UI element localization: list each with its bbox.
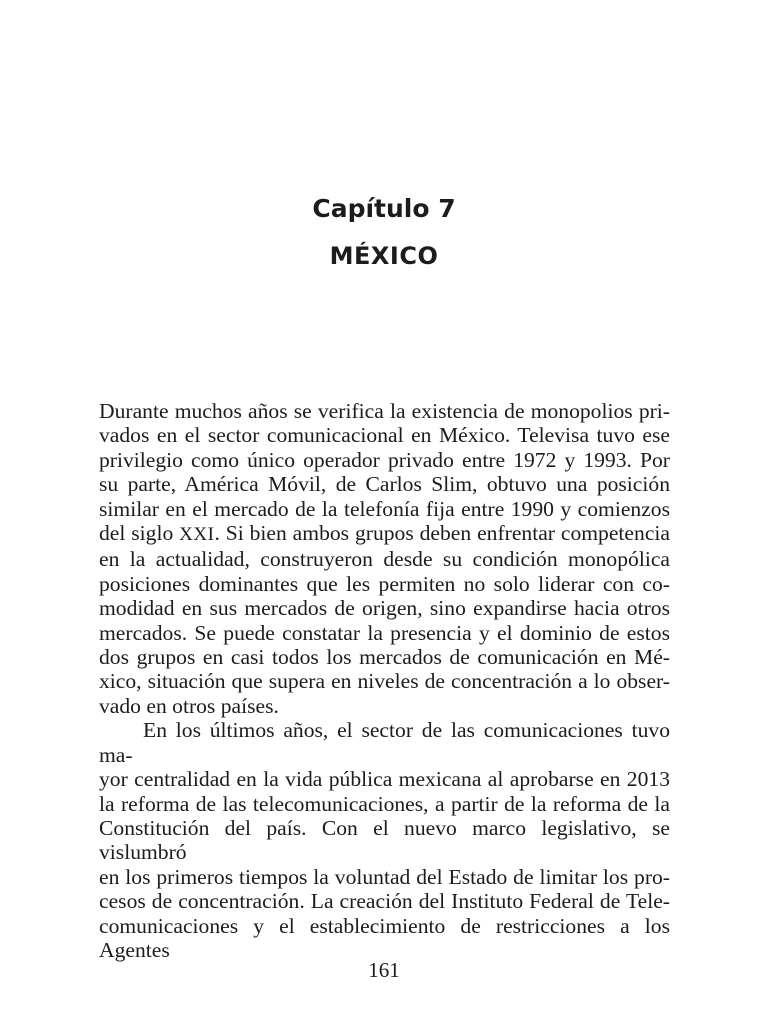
text-line: posiciones dominantes que les permiten no solo liderar con co- [99,571,670,596]
text-line: dos grupos en casi todos los mercados de comunicación en Mé- [99,645,670,670]
text-line: la reforma de las telecomunicaciones, a partir de la reforma de la [99,791,670,816]
text-line: similar en el mercado de la telefonía fija entre 1990 y comienzos [99,496,670,521]
text-line: vado en otros países. [99,693,279,718]
text-segment: . Si bien ambos grupos deben enfrentar competencia [214,521,670,546]
text-line [99,521,670,547]
text-line: En los últimos años, el sector de las comunicaciones tuvo ma- [99,718,670,767]
text-line: en la actualidad, construyeron desde su condición monopólica [99,547,670,572]
text-line: privilegio como único operador privado entre 1972 y 1993. Por [99,447,670,472]
text-line: cesos de concentración. La creación del Instituto Federal de Tele- [99,889,670,914]
chapter-label: Capítulo 7 [312,194,456,223]
body-text [99,399,670,962]
text-line: Durante muchos años se verifica la existencia de monopolios pri- [99,399,670,423]
text-line: su parte, América Móvil, de Carlos Slim, obtuvo una posición [99,472,670,497]
chapter-title: MÉXICO [329,242,439,270]
paragraph-2 [99,718,670,962]
text-line: Constitución del país. Con el nuevo marco legislativo, se vislumbró [99,815,670,865]
paragraph-1 [99,399,670,718]
text-line: comunicaciones y el establecimiento de restricciones a los Agentes [99,913,670,962]
text-line: vados en el sector comunicacional en México. Televisa tuvo ese [99,423,670,448]
page-number: 161 [368,958,400,982]
text-line: en los primeros tiempos la voluntad del Estado de limitar los pro- [99,864,670,889]
text-line: yor centralidad en la vida pública mexicana al aprobarse en 2013 [99,767,670,792]
text-line: mercados. Se puede constatar la presencia y el dominio de estos [99,620,670,645]
text-line: xico, situación que supera en niveles de concentración a lo obser- [99,669,670,694]
century-smallcaps: XXI [179,524,215,546]
text-line: modidad en sus mercados de origen, sino expandirse hacia otros [99,596,670,621]
text-segment: del siglo [99,521,180,546]
